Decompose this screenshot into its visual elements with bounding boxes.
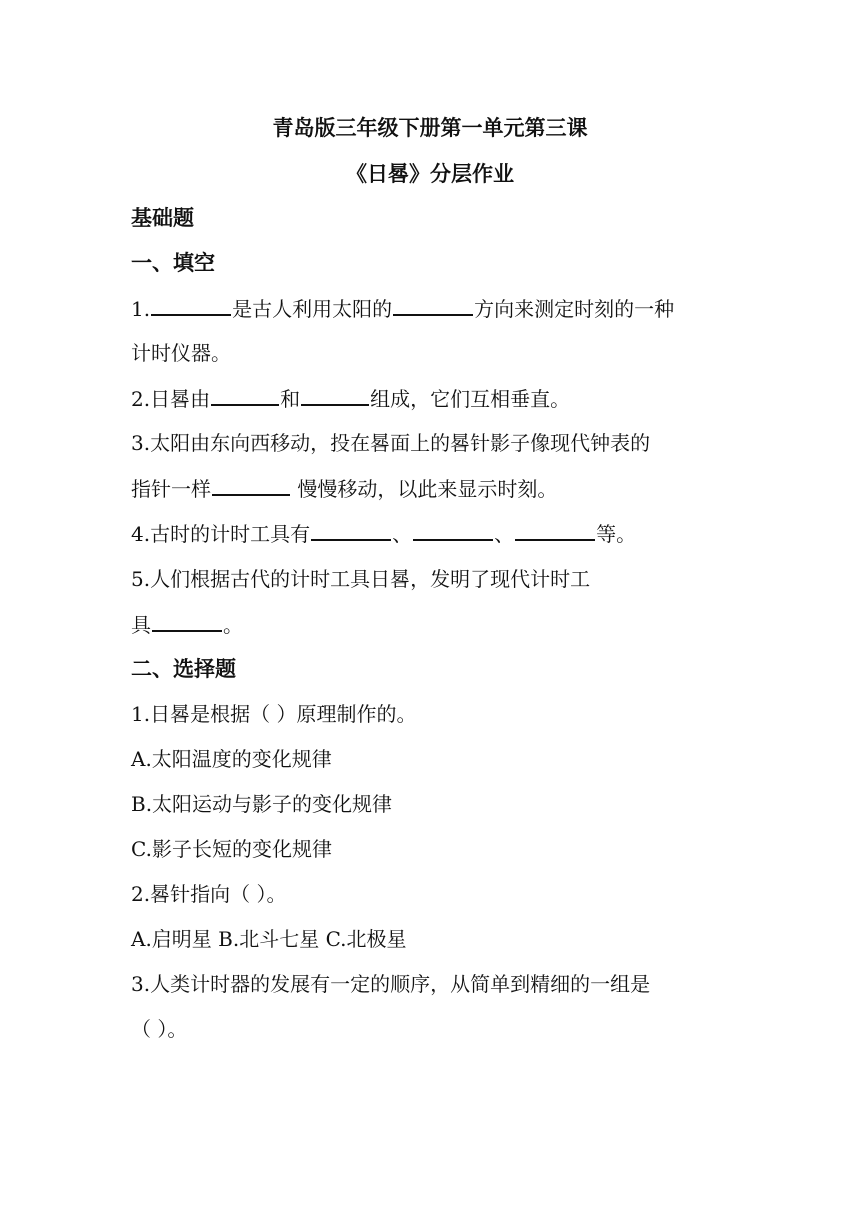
fill-q2-blank-1[interactable] <box>211 384 279 406</box>
fill-question-5: 5.人们根据古代的计时工具日晷，发明了现代计时工 <box>131 567 591 591</box>
fill-q3-text: 慢慢移动，以此来显示时刻。 <box>291 477 558 501</box>
fill-q5-text: 。 <box>223 613 243 637</box>
choice-q1-option-a: A.太阳温度的变化规律 <box>131 747 332 771</box>
choice-q1-option-b: B.太阳运动与影子的变化规律 <box>131 792 393 816</box>
fill-q4-blank-3[interactable] <box>515 519 595 541</box>
fill-q1-blank-1[interactable] <box>151 294 231 316</box>
choice-q2-options: A.启明星 B.北斗七星 C.北极星 <box>131 927 407 951</box>
fill-question-4 <box>131 519 636 548</box>
document-title: 青岛版三年级下册第一单元第三课 <box>272 116 588 140</box>
fill-q1-blank-2[interactable] <box>393 294 473 316</box>
section-basic-heading: 基础题 <box>131 206 194 230</box>
fill-q5-blank[interactable] <box>152 610 222 632</box>
fill-q1-text: 方向来测定时刻的一种 <box>474 297 675 321</box>
fill-q3-text: 指针一样 <box>131 477 211 501</box>
part2-heading: 二、选择题 <box>131 657 236 681</box>
fill-q1-text: 1. <box>131 297 151 321</box>
fill-question-5-cont <box>131 610 243 639</box>
choice-question-3: 3.人类计时器的发展有一定的顺序，从简单到精细的一组是 <box>131 972 651 996</box>
choice-question-1: 1.日晷是根据（ ）原理制作的。 <box>131 702 417 726</box>
fill-q4-text: 4.古时的计时工具有 <box>131 522 311 546</box>
fill-q2-blank-2[interactable] <box>301 384 369 406</box>
part1-heading: 一、填空 <box>131 251 215 275</box>
fill-q2-text: 和 <box>280 387 301 411</box>
choice-q1-option-c: C.影子长短的变化规律 <box>131 837 332 861</box>
fill-question-2 <box>131 384 570 413</box>
fill-q1-text: 是古人利用太阳的 <box>232 297 393 321</box>
fill-question-1-cont: 计时仪器。 <box>131 341 231 365</box>
fill-q5-text: 具 <box>131 613 151 637</box>
fill-question-3-cont <box>131 474 557 503</box>
fill-q4-sep: 、 <box>392 522 413 546</box>
document-subtitle: 《日晷》分层作业 <box>346 162 514 186</box>
fill-q3-blank[interactable] <box>212 474 290 496</box>
fill-q4-sep: 、 <box>494 522 515 546</box>
fill-q2-text: 2.日晷由 <box>131 387 211 411</box>
fill-q4-blank-2[interactable] <box>413 519 493 541</box>
fill-q2-text: 组成，它们互相垂直。 <box>370 387 571 411</box>
fill-question-1 <box>131 294 674 323</box>
fill-q4-blank-1[interactable] <box>311 519 391 541</box>
choice-question-3-cont: （ ）。 <box>131 1017 188 1041</box>
choice-question-2: 2.晷针指向（ ）。 <box>131 882 287 906</box>
fill-question-3: 3.太阳由东向西移动，投在晷面上的晷针影子像现代钟表的 <box>131 431 651 455</box>
fill-q4-text: 等。 <box>596 522 637 546</box>
